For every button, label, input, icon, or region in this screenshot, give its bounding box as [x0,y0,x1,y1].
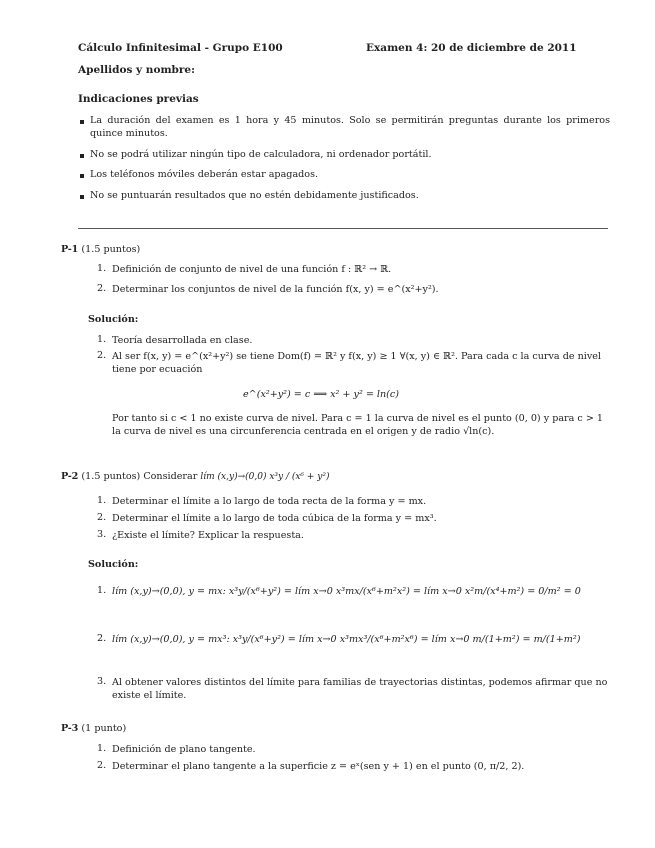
preliminary-title: Indicaciones previas [78,93,199,105]
bullet-icon [80,154,84,158]
list-number: 1. [97,743,107,754]
instruction-item: No se puntuarán resultados que no estén debidamente justificados. [90,190,419,201]
course-title: Cálculo Infinitesimal - Grupo E100 [78,42,283,54]
problem-label: P-2 [61,471,79,482]
bullet-icon [80,174,84,178]
list-number: 1. [97,495,107,506]
list-number: 2. [97,283,107,294]
bullet-icon [80,195,84,199]
p2-solution-3: Al obtener valores distintos del límite para familias de trayectorias distintas, podemos afirmar que no existe el límite. [112,677,608,701]
p3-question-2: Determinar el plano tangente a la superficie z = eˣ(sen y + 1) en el punto (0, π/2, 2). [112,761,525,772]
p3-question-1: Definición de plano tangente. [112,744,256,755]
list-number: 2. [97,633,107,644]
problem-label: P-3 [61,723,79,734]
p1-question-1: Definición de conjunto de nivel de una función f : ℝ² → ℝ. [112,264,392,275]
instruction-item: La duración del examen es 1 hora y 45 minutos. Solo se permitirán preguntas durante los primeros quince minutos. [90,115,610,139]
problem-label: P-1 [61,244,79,255]
bullet-icon [80,120,84,124]
p2-solution-2: lím (x,y)→(0,0), y = mx³: x³y/(x⁶+y²) = lím x→0 x³mx³/(x⁶+m²x⁶) = lím x→0 m/(1+m²) = m/(1+m²) [112,634,581,645]
list-number: 2. [97,512,107,523]
section-divider [78,228,608,229]
exam-date: Examen 4: 20 de diciembre de 2011 [366,42,577,54]
list-number: 2. [97,760,107,771]
p1-solution-title: Solución: [88,314,139,325]
p2-question-3: ¿Existe el límite? Explicar la respuesta. [112,530,304,541]
p1-question-2: Determinar los conjuntos de nivel de la función f(x, y) = e^(x²+y²). [112,284,439,295]
problem-1-heading [61,243,140,256]
p2-solution-1: lím (x,y)→(0,0), y = mx: x³y/(x⁶+y²) = lím x→0 x³mx/(x⁶+m²x²) = lím x→0 x²m/(x⁴+m²) = 0/m² = 0 [112,586,581,597]
problem-points: (1.5 puntos) Considerar [81,471,198,482]
p1-solution-2: Al ser f(x, y) = e^(x²+y²) se tiene Dom(f) = ℝ² y f(x, y) ≥ 1 ∀(x, y) ∈ ℝ². Para cada c la curva de nivel tiene por ecuación [112,351,601,375]
p2-solution-title: Solución: [88,559,139,570]
list-number: 1. [97,585,107,596]
p2-question-1: Determinar el límite a lo largo de toda recta de la forma y = mx. [112,496,427,507]
instruction-item: No se podrá utilizar ningún tipo de calculadora, ni ordenador portátil. [90,149,432,160]
problem-points: (1 punto) [81,723,127,734]
list-number: 1. [97,334,107,345]
list-number: 3. [97,676,107,687]
list-number: 2. [97,350,107,361]
problem-3-heading [61,722,126,735]
p1-solution-1: Teoría desarrollada en clase. [112,335,253,346]
instruction-item: Los teléfonos móviles deberán estar apagados. [90,169,319,180]
p2-question-2: Determinar el límite a lo largo de toda cúbica de la forma y = mx³. [112,513,437,524]
list-number: 3. [97,529,107,540]
problem-2-heading [61,470,330,484]
p2-limit-expression: lím (x,y)→(0,0) x³y / (x⁶ + y²) [200,472,330,482]
problem-points: (1.5 puntos) [81,244,141,255]
p1-solution-3: Por tanto si c < 1 no existe curva de nivel. Para c = 1 la curva de nivel es el punto (0, 0) y para c > 1 la curva de nivel es una circunferencia centrada en el origen y de radio √ln(c). [112,413,604,437]
p1-equation: e^(x²+y²) = c ⟹ x² + y² = ln(c) [243,389,400,400]
list-number: 1. [97,263,107,274]
name-label: Apellidos y nombre: [78,64,195,76]
